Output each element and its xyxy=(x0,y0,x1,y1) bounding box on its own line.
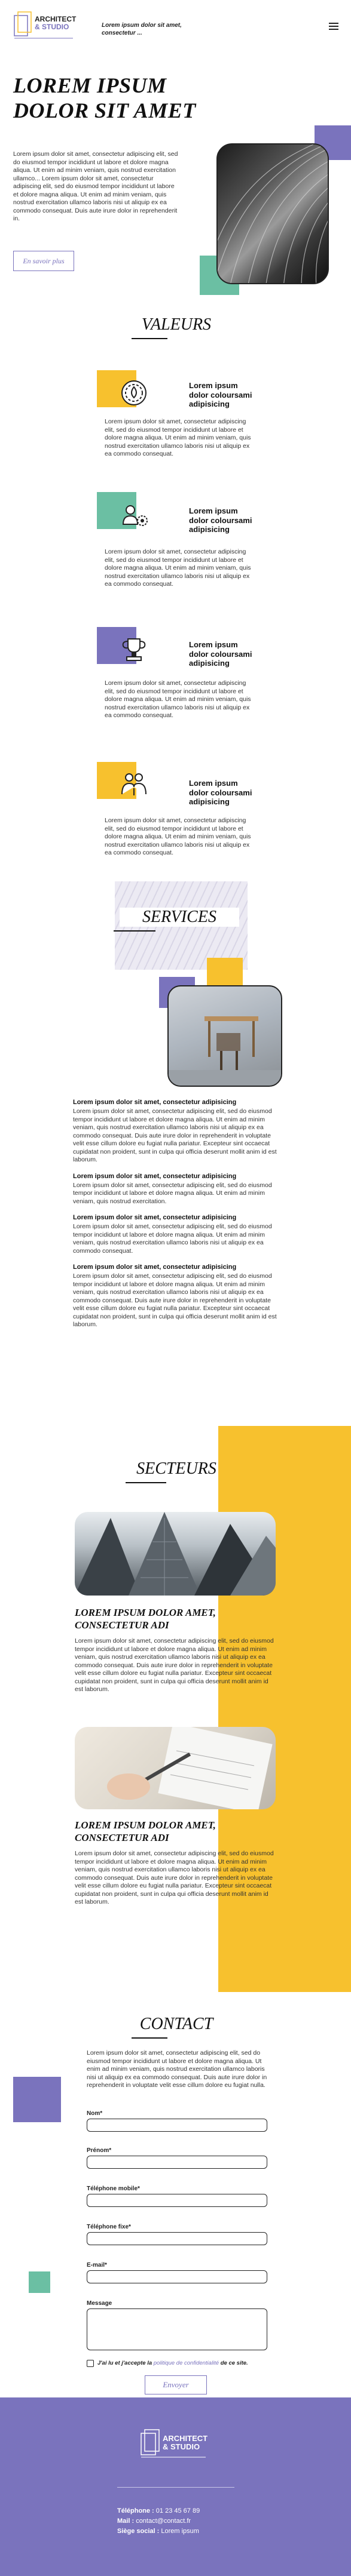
tel-fixe-input[interactable] xyxy=(87,2232,267,2245)
message-label: Message xyxy=(87,2300,112,2307)
service-1-heading: Lorem ipsum dolor sit amet, consectetur adipisicing xyxy=(73,1099,237,1106)
leaf-gear-icon xyxy=(117,376,151,410)
contact-intro: Lorem ipsum dolor sit amet, consectetur adipiscing elit, sed do eiusmod tempor incididunt ut labore et dolore magna aliqua. Ut enim ad minim veniam, quis nostrud exercitation ullamco laboris nisi ut aliquip ex ea commodo consequat. Duis aute irure dolor in reprehenderit in voluptate velit esse cillum dolore eu fugiat nulla. xyxy=(87,2049,267,2089)
footer-mail[interactable]: contact@contact.fr xyxy=(136,2517,191,2525)
contact-deco-purple-square xyxy=(13,2077,61,2122)
footer-logo-line2: & STUDIO xyxy=(163,2442,200,2451)
service-block-4 xyxy=(73,1264,279,1329)
service-4-text: Lorem ipsum dolor sit amet, consectetur adipiscing elit, sed do eiusmod tempor incididunt ut labore et dolore magna aliqua. Ut enim ad minim veniam, quis nostrud exercitation ullamco laboris nisi ut aliquip ex ea commodo consequat. Duis aute irure dolor in reprehenderit in voluptate velit esse cillum dolore eu fugiat nulla pariatur. Excepteur sint occaecat cupidatat non proident, sunt in culpa qui officia deserunt mollit anim id est laborum. xyxy=(73,1272,277,1328)
privacy-policy-link[interactable]: politique de confidentialité xyxy=(153,2360,219,2366)
hero-text: Lorem ipsum dolor sit amet, consectetur adipiscing elit, sed do eiusmod tempor incididunt ut labore et dolore magna aliqua. Ut enim ad minim veniam, quis nostrud exercitation ullamco... Lorem ipsum dolor sit amet, consectetur adipiscing elit, sed do eiusmod tempor incididunt ut labore et dolore magna aliqua. Ut enim ad minim veniam, quis nostrud exercitation ullamco laboris nisi ut aliquip ex ea commodo consequat. Duis aute irure dolor in reprehenderit in. xyxy=(13,150,178,222)
secteur-2-heading: LOREM IPSUM DOLOR AMET, CONSECTETUR ADI xyxy=(75,1819,216,1843)
service-2-text: Lorem ipsum dolor sit amet, consectetur adipiscing elit, sed do eiusmod tempor incididunt ut labore et dolore magna aliqua. Ut enim ad minim veniam, quis nostrud exercitation. xyxy=(73,1181,272,1205)
tel-mobile-input[interactable] xyxy=(87,2194,267,2207)
secteurs-yellow-band xyxy=(218,1426,351,1992)
submit-button[interactable]: Envoyer xyxy=(145,2375,207,2394)
footer-logo-line1: ARCHITECT xyxy=(163,2434,208,2443)
service-block-1 xyxy=(73,1099,279,1164)
logo-text-line1: ARCHITECT xyxy=(35,15,77,23)
consent-checkbox[interactable] xyxy=(87,2360,94,2367)
tel-fixe-label: Téléphone fixe* xyxy=(87,2224,131,2230)
prenom-input[interactable] xyxy=(87,2156,267,2169)
email-input[interactable] xyxy=(87,2270,267,2283)
tel-mobile-label: Téléphone mobile* xyxy=(87,2185,140,2192)
service-4-heading: Lorem ipsum dolor sit amet, consectetur adipisicing xyxy=(73,1264,237,1271)
people-gear-icon xyxy=(117,498,151,531)
value-1-text: Lorem ipsum dolor sit amet, consectetur adipiscing elit, sed do eiusmod tempor incididunt ut labore et dolore magna aliqua. Ut enim ad minim veniam, quis nostrud exercitation ullamco laboris nisi ut aliquip ex ea commodo consequat. xyxy=(105,418,251,457)
value-1-title: Lorem ipsum dolor coloursami adipisicing xyxy=(189,381,252,408)
office-photo-icon xyxy=(169,986,282,1087)
drawing-photo-icon xyxy=(75,1727,276,1809)
service-3-heading: Lorem ipsum dolor sit amet, consectetur adipisicing xyxy=(73,1214,237,1221)
footer-phone[interactable]: 01 23 45 67 89 xyxy=(155,2507,200,2514)
hero-more-button[interactable]: En savoir plus xyxy=(13,251,74,271)
secteur-1-image xyxy=(75,1512,276,1596)
footer-siege: Lorem ipsum xyxy=(161,2528,199,2535)
service-3-text: Lorem ipsum dolor sit amet, consectetur adipiscing elit, sed do eiusmod tempor incididunt ut labore et dolore magna aliqua. Ut enim ad minim veniam, quis nostrud exercitation ullamco laboris nisi ut aliquip ex ea commodo consequat. xyxy=(73,1223,272,1255)
services-image xyxy=(167,985,282,1087)
value-4-title: Lorem ipsum dolor coloursami adipisicing xyxy=(189,779,252,806)
trophy-icon xyxy=(117,633,151,666)
value-3-text: Lorem ipsum dolor sit amet, consectetur adipiscing elit, sed do eiusmod tempor incididunt ut labore et dolore magna aliqua. Ut enim ad minim veniam, quis nostrud exercitation ullamco laboris nisi ut aliquip ex ea commodo consequat. xyxy=(105,680,251,719)
secteurs-title: SECTEURS xyxy=(114,1459,239,1478)
architecture-photo-icon xyxy=(218,145,329,284)
service-2-heading: Lorem ipsum dolor sit amet, consectetur adipisicing xyxy=(73,1172,237,1180)
site-logo[interactable] xyxy=(13,7,82,43)
contact-deco-green-square xyxy=(29,2271,50,2293)
team-icon xyxy=(117,768,151,801)
footer-divider xyxy=(117,2487,234,2488)
prenom-label: Prénom* xyxy=(87,2147,112,2154)
secteur-2-image xyxy=(75,1727,276,1809)
service-block-2 xyxy=(73,1173,279,1206)
services-title: SERVICES xyxy=(120,908,239,927)
footer-logo[interactable] xyxy=(139,2425,213,2462)
email-label: E-mail* xyxy=(87,2262,107,2268)
value-2-title: Lorem ipsum dolor coloursami adipisicing xyxy=(189,506,252,534)
hero-title: LOREM IPSUM DOLOR SIT AMET xyxy=(13,73,196,122)
hero-image xyxy=(216,143,329,284)
valeurs-title: VALEURS xyxy=(108,315,245,334)
value-2-text: Lorem ipsum dolor sit amet, consectetur adipiscing elit, sed do eiusmod tempor incididunt ut labore et dolore magna aliqua. Ut enim ad minim veniam, quis nostrud exercitation ullamco laboris nisi ut aliquip ex ea commodo consequat. xyxy=(105,548,251,588)
nom-label: Nom* xyxy=(87,2110,103,2117)
services-list xyxy=(73,1099,279,1329)
message-textarea[interactable] xyxy=(87,2308,267,2350)
contact-title: CONTACT xyxy=(120,2015,233,2034)
secteur-1-heading: LOREM IPSUM DOLOR AMET, CONSECTETUR ADI xyxy=(75,1607,216,1631)
value-4-text: Lorem ipsum dolor sit amet, consectetur adipiscing elit, sed do eiusmod tempor incididunt ut labore et dolore magna aliqua. Ut enim ad minim veniam, quis nostrud exercitation ullamco laboris nisi ut aliquip ex ea commodo consequat. xyxy=(105,817,251,856)
service-1-text: Lorem ipsum dolor sit amet, consectetur adipiscing elit, sed do eiusmod tempor incididunt ut labore et dolore magna aliqua. Ut enim ad minim veniam, quis nostrud exercitation ullamco laboris nisi ut aliquip ex ea commodo consequat. Duis aute irure dolor in reprehenderit in voluptate velit esse cillum dolore eu fugiat nulla pariatur. Excepteur sint occaecat cupidatat non proident, sunt in culpa qui officia deserunt mollit anim id est laborum. xyxy=(73,1108,277,1163)
consent-text: J'ai lu et j'accepte la politique de confidentialité de ce site. xyxy=(97,2360,248,2366)
nom-input[interactable] xyxy=(87,2119,267,2132)
logo-text-line2: & STUDIO xyxy=(35,23,69,31)
header-tagline: Lorem ipsum dolor sit amet, consectetur ... xyxy=(102,22,182,36)
site-footer xyxy=(0,2397,351,2576)
buildings-photo-icon xyxy=(75,1512,276,1596)
secteur-1-text: Lorem ipsum dolor sit amet, consectetur adipiscing elit, sed do eiusmod tempor incididunt ut labore et dolore magna aliqua. Ut enim ad minim veniam, quis nostrud exercitation ullamco laboris nisi ut aliquip ex ea commodo consequat. Duis aute irure dolor in reprehenderit in voluptate velit esse cillum dolore eu fugiat nulla pariatur. Excepteur sint occaecat cupidatat non proident, sunt in culpa qui officia deserunt mollit anim id est laborum. xyxy=(75,1637,274,1693)
value-3-title: Lorem ipsum dolor coloursami adipisicing xyxy=(189,640,252,668)
service-block-3 xyxy=(73,1214,279,1255)
menu-burger-button[interactable] xyxy=(329,23,338,30)
secteur-2-text: Lorem ipsum dolor sit amet, consectetur adipiscing elit, sed do eiusmod tempor incididunt ut labore et dolore magna aliqua. Ut enim ad minim veniam, quis nostrud exercitation ullamco laboris nisi ut aliquip ex ea commodo consequat. Duis aute irure dolor in reprehenderit in voluptate velit esse cillum dolore eu fugiat nulla pariatur. Excepteur sint occaecat cupidatat non proident, sunt in culpa qui officia deserunt mollit anim id est laborum. xyxy=(75,1850,274,1905)
footer-contact-info: Téléphone : 01 23 45 67 89 Mail : contact@contact.fr Siège social : Lorem ipsum xyxy=(117,2507,200,2535)
